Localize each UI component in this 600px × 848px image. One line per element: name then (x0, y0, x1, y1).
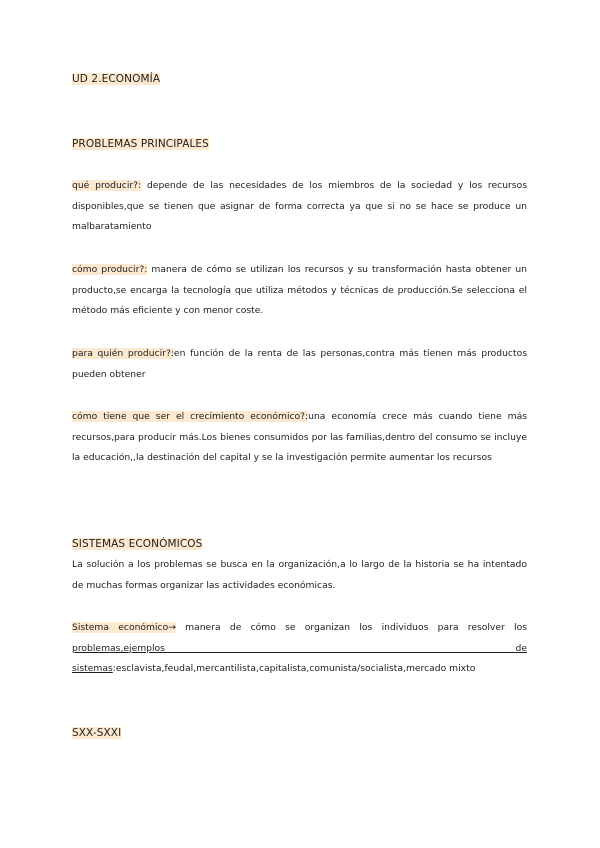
term-para-quien-producir: para quién producir?: (72, 348, 174, 359)
section-heading-problemas (72, 137, 527, 151)
paragraph-sistema-economico (72, 618, 527, 680)
section-heading-sxx-text: SXX-SXXI (72, 727, 122, 739)
section-heading-problemas-text: PROBLEMAS PRINCIPALES (72, 138, 209, 150)
term-crecimiento-economico: cómo tiene que ser el crecimiento económico?: (72, 411, 309, 422)
text-crecimiento-economico: una economía crece más cuando tiene más recursos,para producir más.Los bienes consumidos por las familias,dentro del consumo se incluye la educación,,la destinación del capital y se la investigación permite aumentar los recursos (72, 411, 528, 464)
document-title-text: UD 2.ECONOMÍA (72, 73, 161, 85)
definition-line-3-list: :esclavista,feudal,mercantilista,capitalista,comunista/socialista,mercado mixto (112, 663, 476, 675)
text-para-quien-producir: en función de la renta de las personas,contra más tienen más productos pueden obtener (72, 348, 527, 380)
definition-line-2-problemas: problemas (72, 642, 121, 654)
section-heading-sxx (72, 726, 527, 740)
paragraph-para-quien-producir (72, 344, 527, 385)
definition-line-3 (72, 659, 527, 680)
term-que-producir: qué producir?: (72, 180, 142, 191)
definition-text: manera de cómo se organizan los individuos para resolver los (175, 622, 527, 633)
definition-line-2-ejemplos: ,ejemplos (120, 642, 165, 654)
paragraph-crecimiento-economico (72, 407, 527, 469)
document-title (72, 72, 527, 86)
definition-line-1 (72, 618, 527, 639)
term-como-producir: cómo producir?: (72, 264, 148, 275)
paragraph-como-producir (72, 260, 527, 322)
definition-line-2 (72, 639, 527, 660)
paragraph-que-producir (72, 176, 527, 238)
section-heading-sistemas-text: SISTEMAS ECONÓMICOS (72, 538, 203, 550)
definition-line-2-de: de (515, 642, 527, 654)
section-heading-sistemas (72, 537, 527, 551)
text-que-producir: depende de las necesidades de los miembros de la sociedad y los recursos disponibles,que se tienen que asignar de forma correcta ya que si no se hace se produce un malbaratamiento (72, 180, 527, 233)
definition-line-3-sistemas: sistemas (72, 663, 113, 675)
text-como-producir: manera de cómo se utilizan los recursos y su transformación hasta obtener un producto,se encarga la tecnología que utiliza métodos y técnicas de producción.Se selecciona el método más eficiente y con menor coste. (72, 264, 527, 317)
paragraph-sistemas-intro: La solución a los problemas se busca en la organización,a lo largo de la historia se ha intentado de muchas formas organizar las actividades económicas. (72, 559, 527, 591)
term-sistema-economico: Sistema económico→ (72, 622, 176, 633)
